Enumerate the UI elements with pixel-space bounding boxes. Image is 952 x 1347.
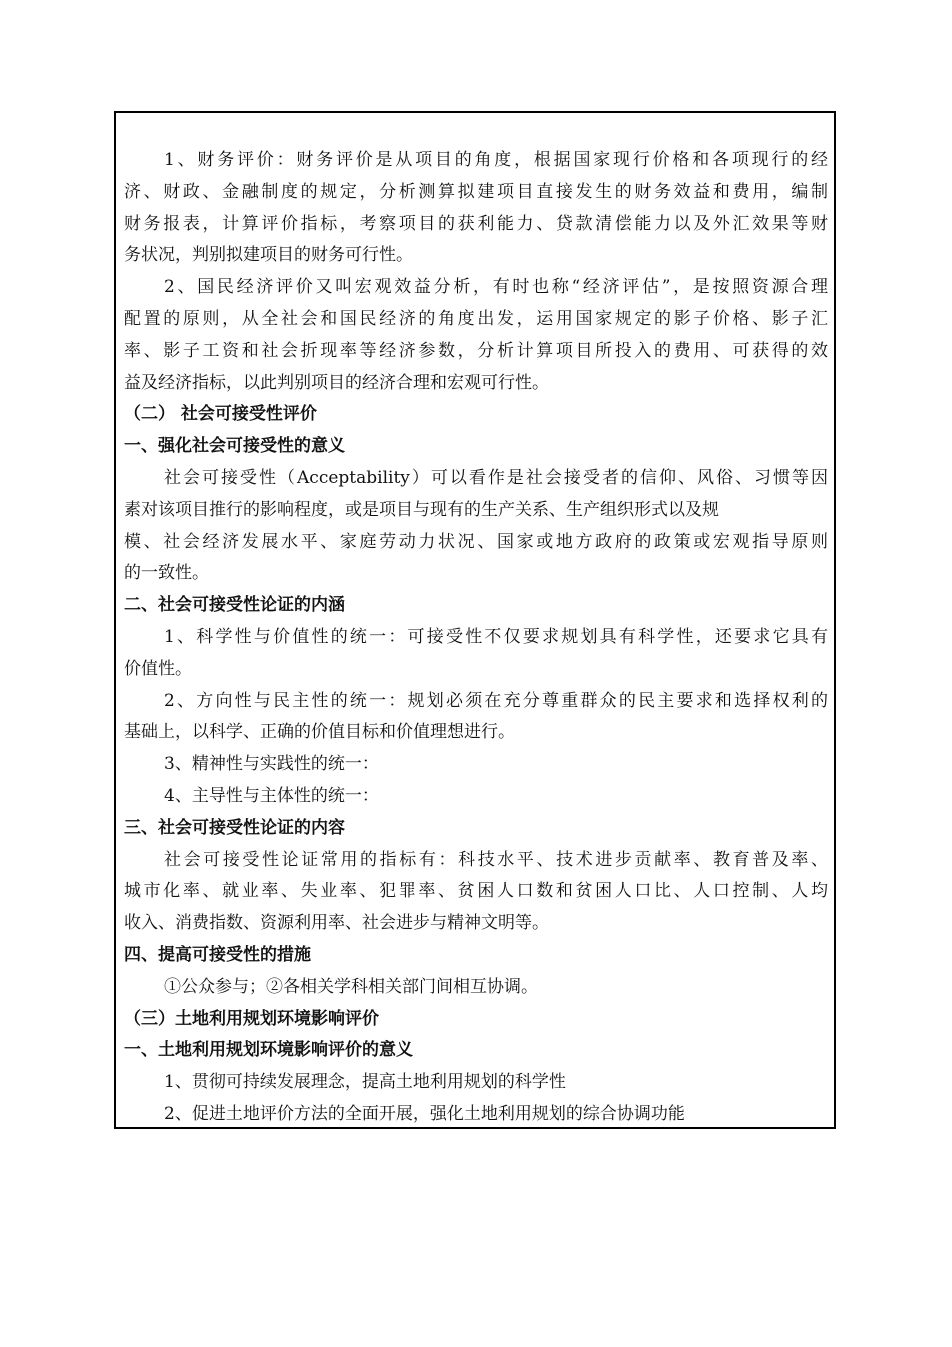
text-line: 社会可接受性（Acceptability）可以看作是社会接受者的信仰、风俗、习惯等因 (164, 467, 828, 488)
document-frame (114, 111, 836, 1129)
text-line: 收入、消费指数、资源利用率、社会进步与精神文明等。 (124, 913, 549, 934)
text-line: 1、财务评价：财务评价是从项目的角度，根据国家现行价格和各项现行的经 (164, 150, 828, 170)
text-line: 3、精神性与实践性的统一： (164, 754, 379, 775)
text-line: 配置的原则，从全社会和国民经济的角度出发，运用国家规定的影子价格、影子汇 (124, 308, 828, 329)
text-line: 素对该项目推行的影响程度，或是项目与现有的生产关系、生产组织形式以及规 (124, 499, 719, 520)
section-heading: 三、社会可接受性论证的内容 (124, 817, 345, 838)
section-heading: 一、强化社会可接受性的意义 (124, 436, 345, 457)
text-line: 2、方向性与民主性的统一：规划必须在充分尊重群众的民主要求和选择权利的 (164, 690, 828, 711)
text-line: 城市化率、就业率、失业率、犯罪率、贫困人口数和贫困人口比、人口控制、人均 (124, 881, 828, 902)
text-line: 益及经济指标，以此判别项目的经济合理和宏观可行性。 (124, 372, 549, 393)
section-heading: 四、提高可接受性的措施 (124, 944, 311, 965)
text-line: ①公众参与；②各相关学科相关部门间相互协调。 (164, 976, 538, 997)
text-line: 2、促进土地评价方法的全面开展，强化土地利用规划的综合协调功能 (164, 1103, 685, 1124)
text-line: 4、主导性与主体性的统一： (164, 785, 379, 806)
section-heading: （二） 社会可接受性评价 (124, 404, 317, 425)
text-line: 率、影子工资和社会折现率等经济参数，分析计算项目所投入的费用、可获得的效 (124, 340, 828, 361)
section-heading: 二、社会可接受性论证的内涵 (124, 595, 345, 616)
section-heading: 一、土地利用规划环境影响评价的意义 (124, 1040, 413, 1061)
text-line: 1、科学性与价值性的统一：可接受性不仅要求规划具有科学性，还要求它具有 (164, 626, 828, 647)
text-line: 社会可接受性论证常用的指标有：科技水平、技术进步贡献率、教育普及率、 (164, 849, 828, 870)
text-line: 财务报表，计算评价指标，考察项目的获利能力、贷款清偿能力以及外汇效果等财 (124, 213, 828, 234)
text-line: 基础上，以科学、正确的价值目标和价值理想进行。 (124, 722, 515, 743)
text-line: 济、财政、金融制度的规定，分析测算拟建项目直接发生的财务效益和费用，编制 (124, 181, 828, 202)
text-line: 价值性。 (124, 658, 192, 679)
text-line: 1、贯彻可持续发展理念，提高土地利用规划的科学性 (164, 1072, 566, 1093)
text-line: 模、社会经济发展水平、家庭劳动力状况、国家或地方政府的政策或宏观指导原则 (124, 531, 828, 552)
text-line: 务状况，判别拟建项目的财务可行性。 (124, 245, 413, 266)
text-line: 2、国民经济评价又叫宏观效益分析，有时也称“经济评估”，是按照资源合理 (164, 277, 828, 298)
section-heading: （三）土地利用规划环境影响评价 (124, 1008, 379, 1029)
text-line: 的一致性。 (124, 563, 209, 584)
